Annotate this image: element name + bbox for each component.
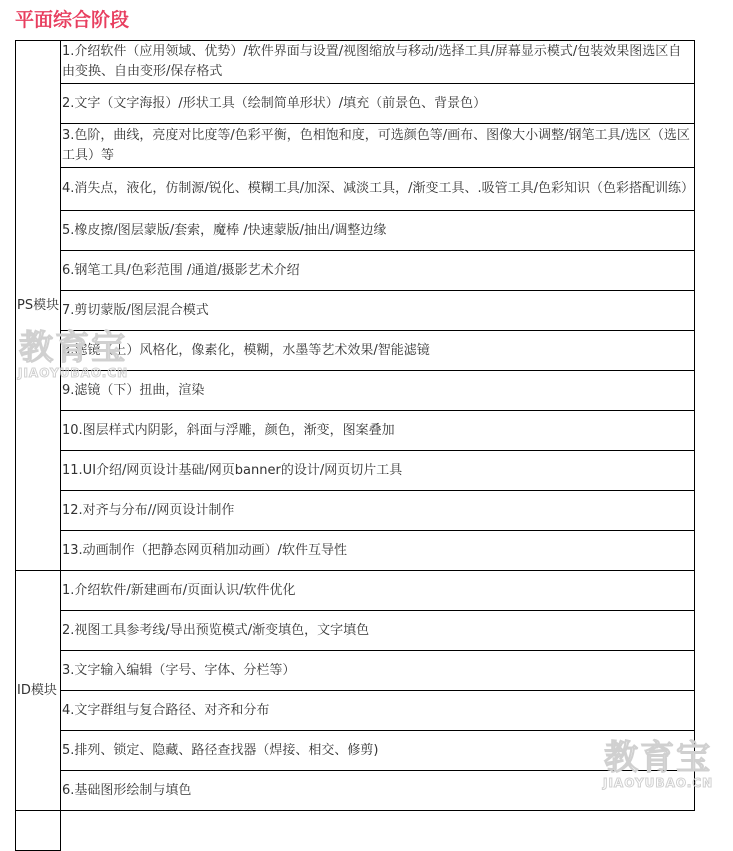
course-item: 8.滤镜（上）风格化，像素化，模糊，水墨等艺术效果/智能滤镜 [61, 331, 695, 371]
module-cell-ps: PS模块 [16, 41, 61, 571]
table-row [16, 168, 695, 211]
course-item: 1.介绍软件（应用领域、优势）/软件界面与设置/视图缩放与移动/选择工具/屏幕显示模式/包装效果图选区自由变换、自由变形/保存格式 [61, 41, 695, 84]
table-row [16, 611, 695, 651]
table-row [16, 771, 695, 811]
table-row [16, 491, 695, 531]
table-row [16, 811, 695, 851]
table-row [16, 571, 695, 611]
table-row [16, 411, 695, 451]
course-item: 2.视图工具参考线/导出预览模式/渐变填色，文字填色 [61, 611, 695, 651]
table-row [16, 651, 695, 691]
watermark-logo-text: 教育宝 [604, 738, 713, 778]
table-row [16, 371, 695, 411]
table-row [16, 124, 695, 168]
course-item: 13.动画制作（把静态网页稍加动画）/软件互导性 [61, 531, 695, 571]
watermark-domain: JIAOYUBAO.CN [18, 366, 129, 380]
course-item: 3.文字输入编辑（字号、字体、分栏等） [61, 651, 695, 691]
course-item: 12.对齐与分布//网页设计制作 [61, 491, 695, 531]
course-item: 9.滤镜（下）扭曲，渲染 [61, 371, 695, 411]
section-title: 平面综合阶段 [15, 9, 130, 31]
course-table [15, 40, 695, 851]
course-item: 5.橡皮擦/图层蒙版/套索，魔棒 /快速蒙版/抽出/调整边缘 [61, 211, 695, 251]
course-item: 3.色阶，曲线，亮度对比度等/色彩平衡，色相饱和度，可选颜色等/画布、图像大小调整/钢笔工具/选区（选区工具）等 [61, 124, 695, 168]
table-row [16, 41, 695, 84]
course-item: 10.图层样式内阴影，斜面与浮雕，颜色，渐变，图案叠加 [61, 411, 695, 451]
table-row [16, 84, 695, 124]
table-row [16, 531, 695, 571]
table-row [16, 731, 695, 771]
course-item: 11.UI介绍/网页设计基础/网页banner的设计/网页切片工具 [61, 451, 695, 491]
table-row [16, 291, 695, 331]
table-row [16, 211, 695, 251]
course-item: 6.基础图形绘制与填色 [61, 771, 695, 811]
course-item [16, 811, 61, 851]
course-item: 7.剪切蒙版/图层混合模式 [61, 291, 695, 331]
table-row [16, 331, 695, 371]
course-item: 4.文字群组与复合路径、对齐和分布 [61, 691, 695, 731]
table-row [16, 251, 695, 291]
table-row [16, 691, 695, 731]
watermark-logo-text: 教育宝 [19, 328, 128, 368]
course-item: 6.钢笔工具/色彩范围 /通道/摄影艺术介绍 [61, 251, 695, 291]
course-item: 5.排列、锁定、隐藏、路径查找器（焊接、相交、修剪) [61, 731, 695, 771]
course-item: 2.文字（文字海报）/形状工具（绘制简单形状）/填充（前景色、背景色） [61, 84, 695, 124]
course-item: 4.消失点，液化，仿制源/锐化、模糊工具/加深、减淡工具，/渐变工具、.吸管工具/色彩知识（色彩搭配训练） [61, 168, 695, 211]
watermark-domain: JIAOYUBAO.CN [603, 776, 714, 790]
table-row [16, 451, 695, 491]
course-item: 1.介绍软件/新建画布/页面认识/软件优化 [61, 571, 695, 611]
module-cell-id: ID模块 [16, 571, 61, 811]
